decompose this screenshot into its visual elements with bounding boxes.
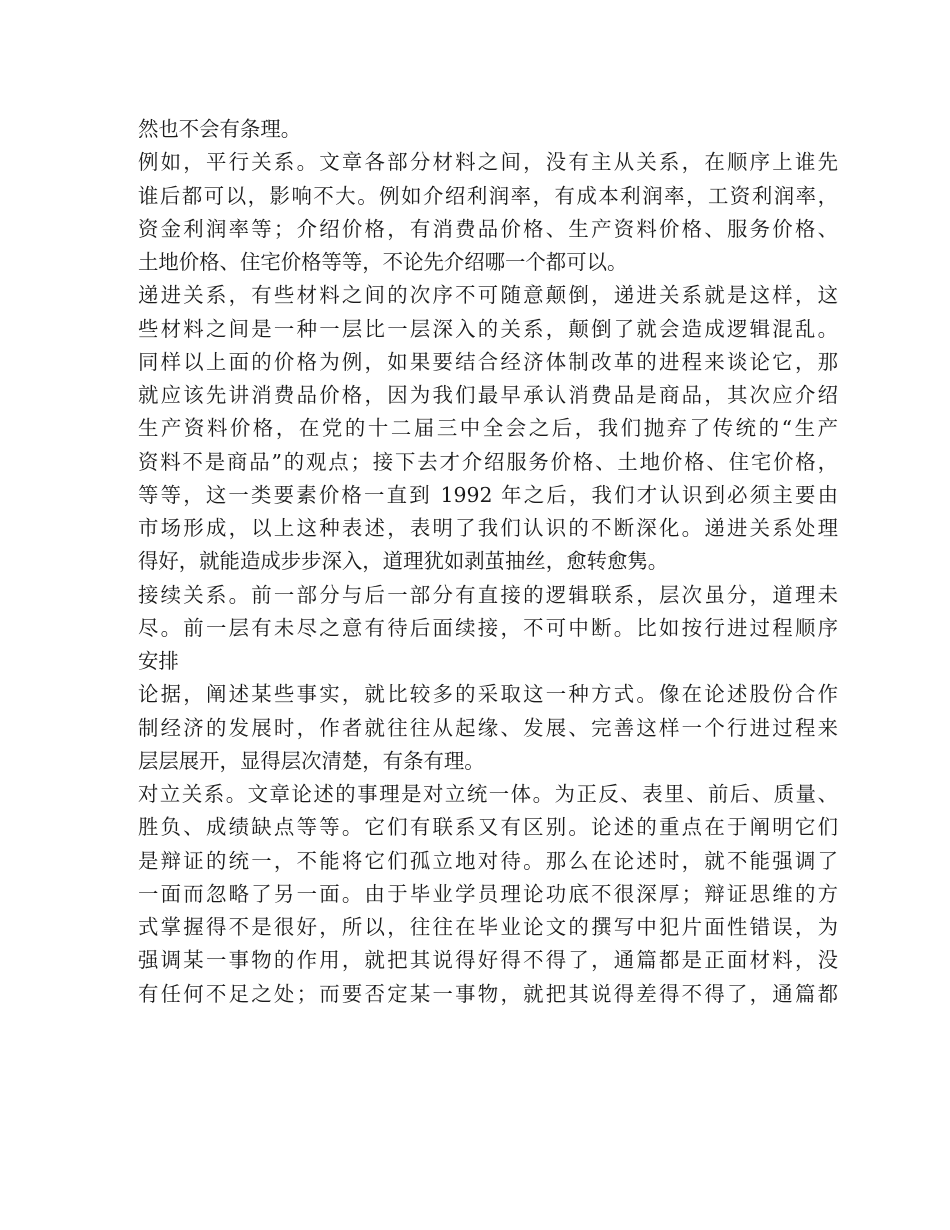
text-line: 市场形成，以上这种表述，表明了我们认识的不断深化。递进关系处理 [138, 516, 838, 540]
text-line: 同样以上面的价格为例，如果要结合经济体制改革的进程来谈论它，那 [138, 349, 838, 374]
text-line: 递进关系，有些材料之间的次序不可随意颠倒，递进关系就是这样，这 [138, 283, 838, 308]
text-line: 些材料之间是一种一层比一层深入的关系，颠倒了就会造成逻辑混乱。 [138, 316, 838, 341]
text-line: 式掌握得不是很好，所以，往往在毕业论文的撰写中犯片面性错误，为 [138, 915, 838, 939]
text-line: 一面而忽略了另一面。由于毕业学员理论功底不很深厚；辩证思维的方 [138, 881, 838, 906]
document-body [138, 113, 838, 1011]
text-line: 得好，就能造成步步深入，道理犹如剥茧抽丝，愈转愈隽。 [138, 549, 669, 574]
text-line: 就应该先讲消费品价格，因为我们最早承认消费品是商品，其次应介绍 [138, 383, 838, 407]
text-line: 胜负、成绩缺点等等。它们有联系又有区别。论述的重点在于阐明它们 [138, 815, 838, 840]
text-line: 强调某一事物的作用，就把其说得好得不得了，通篇都是正面材料，没 [138, 948, 838, 973]
text-line: 层层展开，显得层次清楚，有条有理。 [138, 748, 485, 773]
text-line: 制经济的发展时，作者就往往从起缘、发展、完善这样一个行进过程来 [138, 715, 838, 740]
text-line: 资料不是商品”的观点；接下去才介绍服务价格、土地价格、住宅价格， [138, 449, 838, 474]
text-line: 论据，阐述某些事实，就比较多的采取这一种方式。像在论述股份合作 [138, 682, 838, 707]
text-line: 谁后都可以，影响不大。例如介绍利润率，有成本利润率，工资利润率， [138, 183, 838, 208]
text-line: 土地价格、住宅价格等等，不论先介绍哪一个都可以。 [138, 250, 628, 274]
text-line: 例如，平行关系。文章各部分材料之间，没有主从关系，在顺序上谁先 [138, 150, 838, 175]
text-line: 等等，这一类要素价格一直到 1992 年之后，我们才认识到必须主要由 [138, 482, 838, 507]
text-line: 是辩证的统一，不能将它们孤立地对待。那么在论述时，就不能强调了 [138, 848, 838, 873]
text-line: 资金利润率等；介绍价格，有消费品价格、生产资料价格、服务价格、 [138, 216, 838, 241]
text-line: 安排 [138, 649, 179, 673]
text-line: 对立关系。文章论述的事理是对立统一体。为正反、表里、前后、质量、 [138, 782, 838, 806]
text-line: 接续关系。前一部分与后一部分有直接的逻辑联系，层次虽分，道理未 [138, 582, 838, 607]
text-line: 生产资料价格，在党的十二届三中全会之后，我们抛弃了传统的“生产 [138, 416, 838, 441]
text-line: 尽。前一层有未尽之意有待后面续接，不可中断。比如按行进过程顺序 [138, 615, 838, 640]
text-line: 有任何不足之处；而要否定某一事物，就把其说得差得不得了，通篇都 [138, 981, 838, 1006]
text-line: 然也不会有条理。 [138, 117, 302, 141]
